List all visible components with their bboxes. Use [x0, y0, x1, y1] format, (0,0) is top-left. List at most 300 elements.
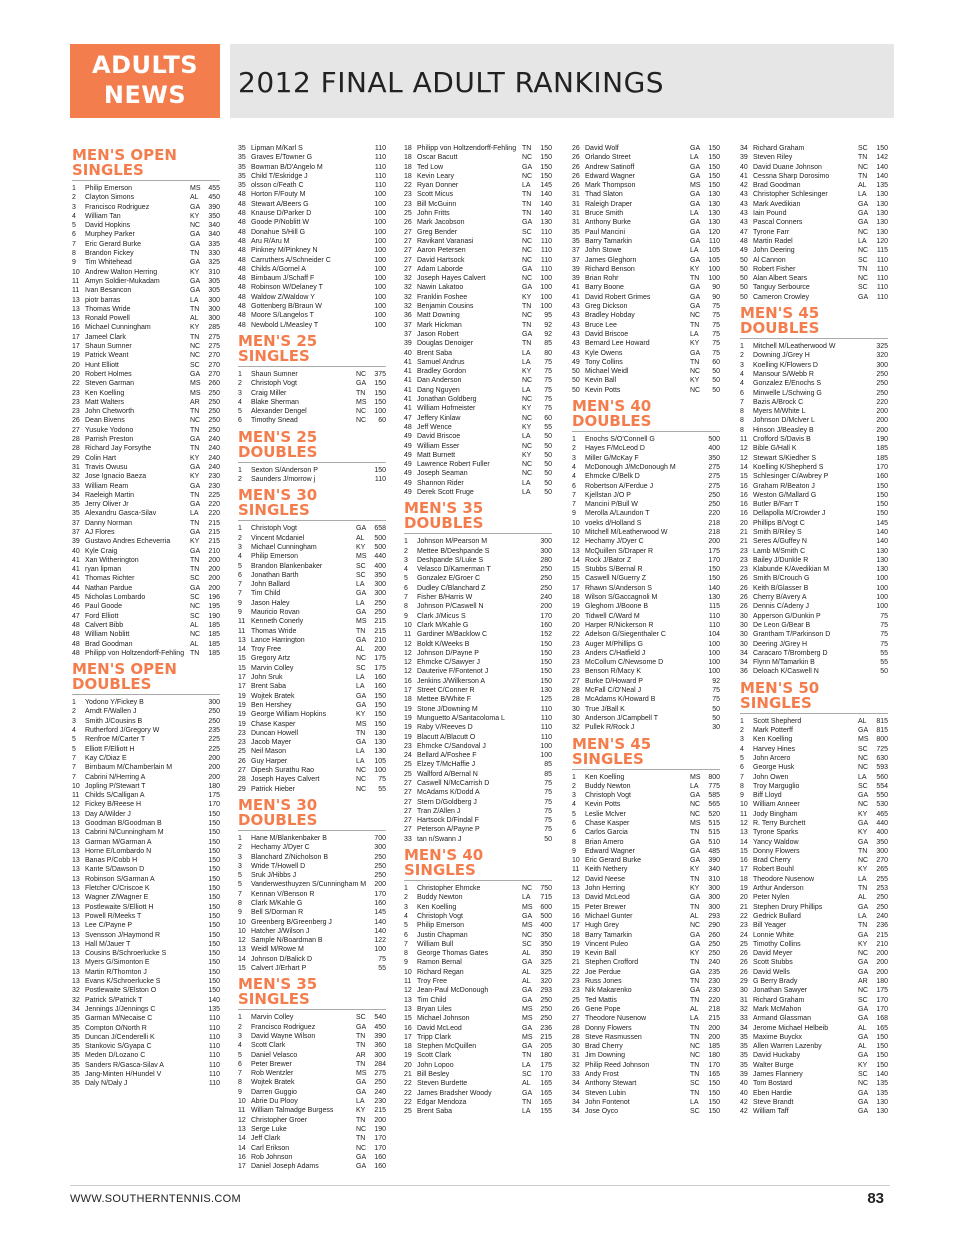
player-name: Steve Rasmussen: [585, 1033, 642, 1041]
state: GA: [690, 191, 701, 199]
points: 215: [208, 528, 220, 536]
ranking-row: [404, 893, 552, 902]
points: 75: [712, 303, 720, 311]
points: 155: [540, 1108, 552, 1116]
rank: 10: [72, 268, 80, 276]
state: NC: [690, 1043, 701, 1051]
state: AL: [690, 1005, 699, 1013]
player-name: Birnbaum J/Schaff F: [251, 275, 315, 283]
state: GA: [690, 228, 701, 236]
ranking-row: [238, 163, 386, 172]
ranking-row: [572, 893, 720, 902]
rank: 35: [238, 163, 246, 171]
ranking-row: [740, 968, 888, 977]
rank: 35: [238, 172, 246, 180]
points: 215: [708, 1015, 720, 1023]
state: NC: [356, 1144, 367, 1152]
ranking-row: [404, 912, 552, 921]
player-name: Richard Benson: [585, 265, 635, 273]
points: 110: [374, 154, 386, 162]
player-name: Peter Brewer: [585, 903, 626, 911]
ranking-row: [404, 451, 552, 460]
rank: 35: [72, 1080, 80, 1088]
ranking-row: [404, 798, 552, 807]
points: 75: [544, 386, 552, 394]
ranking-row: [404, 1024, 552, 1033]
ranking-row: [572, 547, 720, 556]
state: KY: [522, 405, 532, 413]
ranking-row: [404, 640, 552, 649]
rank: 26: [740, 959, 748, 967]
ranking-row: [72, 556, 220, 565]
player-name: R. Terry Burchett: [753, 820, 806, 827]
ranking-row: [572, 931, 720, 940]
ranking-row: [238, 321, 386, 330]
ranking-row: [238, 927, 386, 936]
player-name: G Berry Brady: [753, 978, 798, 986]
points: 130: [876, 566, 888, 574]
points: 55: [378, 785, 386, 793]
ranking-row: [238, 562, 386, 571]
points: 554: [876, 782, 888, 790]
rank: 49: [404, 451, 412, 459]
rank: 15: [238, 655, 246, 663]
rank: 2: [404, 894, 408, 902]
rank: 27: [404, 237, 412, 245]
player-name: Mettee B/White F: [417, 696, 472, 704]
ranking-row: [572, 144, 720, 153]
rank: 34: [572, 1080, 580, 1088]
player-name: Serge Luke: [251, 1125, 287, 1133]
ranking-row: [404, 200, 552, 209]
state: LA: [858, 912, 867, 920]
rank: 6: [572, 820, 576, 827]
rank: 17: [238, 683, 246, 691]
ranking-row: [404, 330, 552, 339]
player-name: Ford Elliott: [85, 612, 119, 620]
state: TN: [190, 250, 200, 258]
points: 75: [880, 640, 888, 648]
rank: 41: [572, 284, 580, 292]
points: 230: [208, 473, 220, 481]
points: 180: [208, 782, 220, 790]
rank: 44: [72, 584, 80, 592]
player-name: Craig Miller: [251, 389, 287, 397]
points: 350: [540, 950, 552, 958]
points: 110: [208, 1015, 220, 1023]
player-name: Brad Goodman: [85, 640, 133, 648]
ranking-row: [238, 747, 386, 756]
player-name: Bruce Lee: [585, 321, 617, 329]
points: 218: [708, 1005, 720, 1013]
player-name: Bernard Lee Howard: [585, 340, 650, 348]
rank: 4: [404, 566, 408, 574]
player-name: William Talmadge Burgess: [251, 1107, 334, 1115]
section-heading: MEN'S 50 SINGLES: [740, 681, 888, 714]
rank: 35: [72, 1071, 80, 1079]
points: 565: [708, 801, 720, 809]
player-name: Abrie Du Plooy: [251, 1098, 298, 1106]
points: 250: [540, 996, 552, 1004]
rank: 20: [740, 894, 748, 902]
rank: 27: [404, 798, 412, 806]
points: 160: [374, 674, 386, 682]
ranking-row: [72, 444, 220, 453]
player-name: Eben Hardie: [753, 1089, 792, 1097]
state: NC: [858, 247, 869, 255]
state: KY: [356, 543, 366, 551]
state: GA: [190, 436, 201, 444]
ranking-row: [572, 903, 720, 912]
rank: 15: [238, 965, 246, 973]
points: 325: [876, 343, 888, 351]
ranking-row: [238, 274, 386, 283]
rank: 35: [740, 1052, 748, 1060]
player-name: Brad Cherry: [585, 1043, 623, 1051]
rank: 7: [572, 501, 576, 509]
ranking-row: [740, 621, 888, 630]
ranking-row: [572, 293, 720, 302]
player-name: Jeff Clark: [251, 1135, 281, 1143]
points: 30: [712, 724, 720, 732]
ranking-row: [238, 692, 386, 701]
rank: 9: [238, 599, 242, 607]
state: TN: [690, 1024, 700, 1032]
ranking-row: [72, 305, 220, 314]
rank: 19: [238, 692, 246, 700]
rank: 31: [572, 1052, 580, 1060]
points: 60: [712, 358, 720, 366]
ranking-row: [238, 144, 386, 153]
ranking-row: [404, 658, 552, 667]
player-name: Paul Mancini: [585, 228, 626, 236]
ranking-row: [572, 810, 720, 819]
rank: 16: [72, 324, 80, 332]
section-heading: MEN'S 45 SINGLES: [572, 737, 720, 770]
ranking-row: [404, 686, 552, 695]
player-name: Blacutt A/Blacutt O: [417, 733, 476, 741]
state: LA: [522, 479, 531, 487]
points: 450: [374, 1023, 386, 1031]
state: GA: [690, 163, 701, 171]
player-name: Nathan Pardue: [85, 584, 133, 592]
state: MS: [190, 380, 201, 388]
ranking-row: [740, 640, 888, 649]
points: 275: [208, 333, 220, 341]
ranking-row: [740, 584, 888, 593]
ranking-row: [404, 1089, 552, 1098]
rank: 33: [72, 482, 80, 490]
rank: 2: [72, 708, 76, 716]
player-name: Saunders J/morrow j: [251, 476, 316, 484]
state: GA: [522, 987, 533, 995]
state: TN: [690, 978, 700, 986]
ranking-row: [238, 153, 386, 162]
state: LA: [690, 1015, 699, 1023]
state: TN: [858, 172, 868, 180]
rank: 46: [72, 603, 80, 611]
player-name: Wallford A/Bernal N: [417, 770, 478, 778]
ranking-row: [740, 547, 888, 556]
rank: 14: [740, 838, 748, 846]
state: GA: [858, 210, 869, 218]
points: 240: [876, 912, 888, 920]
points: 170: [374, 890, 386, 898]
rank: 1: [238, 370, 242, 378]
points: 170: [708, 556, 720, 564]
player-name: Deloach K/Caswell N: [753, 668, 819, 676]
rank: 31: [572, 200, 580, 208]
player-name: Downing J/Grey H: [753, 352, 810, 360]
points: 140: [876, 172, 888, 180]
player-name: Michael Cunningham: [251, 543, 317, 551]
rank: 34: [72, 491, 80, 499]
rank: 26: [740, 968, 748, 976]
player-name: Johnson D/Payne P: [417, 649, 479, 657]
state: AL: [522, 950, 531, 958]
points: 130: [876, 1108, 888, 1116]
rank: 8: [740, 782, 744, 790]
ranking-row: [238, 945, 386, 954]
ranking-row: [72, 828, 220, 837]
ranking-row: [740, 370, 888, 379]
rank: 19: [238, 701, 246, 709]
ranking-row: [72, 1014, 220, 1023]
points: 290: [708, 922, 720, 930]
points: 265: [876, 866, 888, 874]
rank: 47: [404, 414, 412, 422]
rank: 36: [404, 312, 412, 320]
player-name: Carl Erikson: [251, 1144, 290, 1152]
points: 300: [208, 315, 220, 323]
points: 305: [208, 277, 220, 285]
ranking-row: [740, 472, 888, 481]
state: TN: [690, 358, 700, 366]
rank: 13: [72, 950, 80, 958]
points: 100: [540, 293, 552, 301]
points: 60: [544, 414, 552, 422]
points: 250: [374, 608, 386, 616]
state: GA: [356, 1023, 367, 1031]
points: 215: [208, 519, 220, 527]
points: 150: [708, 172, 720, 180]
points: 250: [374, 853, 386, 861]
points: 75: [544, 396, 552, 404]
points: 150: [374, 466, 386, 474]
ranking-row: [404, 1051, 552, 1060]
points: 200: [876, 408, 888, 416]
player-name: William Taff: [753, 1108, 789, 1116]
rank: 35: [740, 1033, 748, 1041]
rank: 10: [238, 927, 246, 935]
points: 340: [208, 222, 220, 230]
ranking-row: [238, 720, 386, 729]
ranking-row: [404, 593, 552, 602]
ranking-row: [72, 640, 220, 649]
ranking-row: [740, 500, 888, 509]
state: LA: [690, 247, 699, 255]
rank: 26: [572, 145, 580, 152]
player-name: Jenkins J/Wilkerson A: [417, 677, 486, 685]
ranking-row: [572, 800, 720, 809]
player-name: Rhawn S/Anderson S: [585, 584, 652, 592]
rank: 13: [404, 996, 412, 1004]
player-name: David Briscoe: [585, 330, 629, 338]
player-name: Jerry Oliver Jr: [85, 501, 129, 509]
rank: 41: [404, 368, 412, 376]
ranking-row: [740, 1051, 888, 1060]
points: 75: [544, 358, 552, 366]
rank: 7: [740, 773, 744, 781]
ranking-row: [72, 593, 220, 602]
rank: 31: [572, 210, 580, 218]
points: 150: [374, 398, 386, 406]
rank: 13: [572, 885, 580, 893]
player-name: Stephen Crofford: [585, 959, 639, 967]
ranking-row: [740, 800, 888, 809]
ranking-row: [72, 1042, 220, 1051]
points: 110: [540, 724, 552, 732]
points: 185: [876, 445, 888, 453]
ranking-row: [572, 265, 720, 274]
ranking-row: [238, 1125, 386, 1134]
points: 150: [208, 959, 220, 967]
rank: 20: [740, 519, 748, 527]
player-name: Gottenberg B/Braun W: [251, 303, 322, 311]
ranking-row: [404, 733, 552, 742]
state: LA: [522, 182, 531, 190]
points: 165: [708, 1071, 720, 1079]
points: 50: [712, 377, 720, 385]
state: GA: [522, 912, 533, 920]
ranking-row: [238, 237, 386, 246]
rank: 41: [72, 556, 80, 564]
ranking-row: [572, 630, 720, 639]
rank: 19: [404, 733, 412, 741]
ranking-row: [72, 630, 220, 639]
player-name: Dennis C/Adeny J: [753, 603, 810, 611]
ranking-row: [72, 370, 220, 379]
ranking-row: [572, 1061, 720, 1070]
state: GA: [690, 219, 701, 227]
player-name: Cameron Crowley: [753, 293, 810, 301]
points: 150: [374, 711, 386, 719]
player-name: Hane M/Blankenbaker B: [251, 834, 327, 842]
ranking-row: [572, 349, 720, 358]
player-name: Martin R/Thornton J: [85, 968, 147, 976]
points: 500: [374, 543, 386, 551]
player-name: Auger M/Phillips G: [585, 640, 643, 648]
points: 275: [708, 463, 720, 471]
player-name: Harper R/Nickerson R: [585, 621, 654, 629]
points: 105: [708, 256, 720, 264]
ranking-row: [740, 144, 888, 153]
rank: 9: [238, 1088, 242, 1096]
player-name: Stubbs S/Bernal R: [585, 566, 643, 574]
points: 150: [708, 154, 720, 162]
state: GA: [690, 968, 701, 976]
player-name: piotr barras: [85, 296, 121, 304]
points: 50: [544, 433, 552, 441]
ranking-row: [404, 1014, 552, 1023]
player-name: Brandon Fickey: [85, 250, 134, 258]
rank: 48: [238, 247, 246, 255]
points: 250: [540, 584, 552, 592]
state: MS: [356, 618, 367, 626]
ranking-row: [740, 810, 888, 819]
points: 115: [708, 603, 720, 611]
state: GA: [522, 163, 533, 171]
state: MS: [690, 773, 701, 781]
points: 110: [708, 612, 720, 620]
player-name: Colin Hart: [85, 454, 117, 462]
rankings-column-5: [740, 144, 888, 1117]
ranking-row: [404, 311, 552, 320]
rank: 21: [740, 528, 748, 536]
rank: 27: [404, 247, 412, 255]
player-name: Keith Nethery: [585, 866, 628, 874]
player-name: Chase Kasper: [585, 820, 630, 827]
ranking-row: [72, 921, 220, 930]
player-name: Jean-Paul McDonough: [417, 987, 489, 995]
rank: 13: [740, 829, 748, 837]
rank: 48: [238, 228, 246, 236]
player-name: Lawrence Robert Fuller: [417, 461, 490, 469]
rank: 11: [72, 792, 80, 800]
points: 300: [374, 1051, 386, 1059]
points: 85: [544, 770, 552, 778]
rank: 8: [238, 1079, 242, 1087]
state: MS: [356, 720, 367, 728]
player-name: Wojtek Bratek: [251, 1079, 295, 1087]
state: SC: [356, 1014, 366, 1022]
rank: 43: [572, 321, 580, 329]
state: NC: [522, 885, 533, 893]
ranking-row: [72, 717, 220, 726]
rank: 6: [572, 482, 576, 490]
rank: 3: [238, 862, 242, 870]
points: 130: [876, 210, 888, 218]
state: KY: [190, 268, 200, 276]
player-name: Gardiner M/Backlow C: [417, 631, 488, 639]
points: 150: [876, 501, 888, 509]
points: 140: [540, 200, 552, 208]
rank: 15: [238, 664, 246, 672]
section-heading: MEN'S 35 DOUBLES: [404, 501, 552, 534]
points: 168: [876, 1015, 888, 1023]
points: 325: [208, 259, 220, 267]
points: 75: [544, 377, 552, 385]
state: TN: [522, 1052, 532, 1060]
points: 250: [876, 380, 888, 388]
state: TN: [522, 145, 532, 152]
player-name: Rutherford J/Gregory W: [85, 727, 160, 735]
state: NC: [190, 343, 201, 351]
points: 250: [540, 575, 552, 583]
player-name: Timothy Collins: [753, 940, 801, 948]
ranking-row: [572, 454, 720, 463]
rank: 10: [238, 1098, 246, 1106]
points: 50: [544, 451, 552, 459]
rank: 7: [72, 764, 76, 772]
ranking-row: [404, 367, 552, 376]
ranking-row: [72, 333, 220, 342]
ranking-row: [572, 237, 720, 246]
points: 140: [876, 528, 888, 536]
points: 130: [374, 729, 386, 737]
rank: 30: [572, 1043, 580, 1051]
state: LA: [522, 358, 531, 366]
